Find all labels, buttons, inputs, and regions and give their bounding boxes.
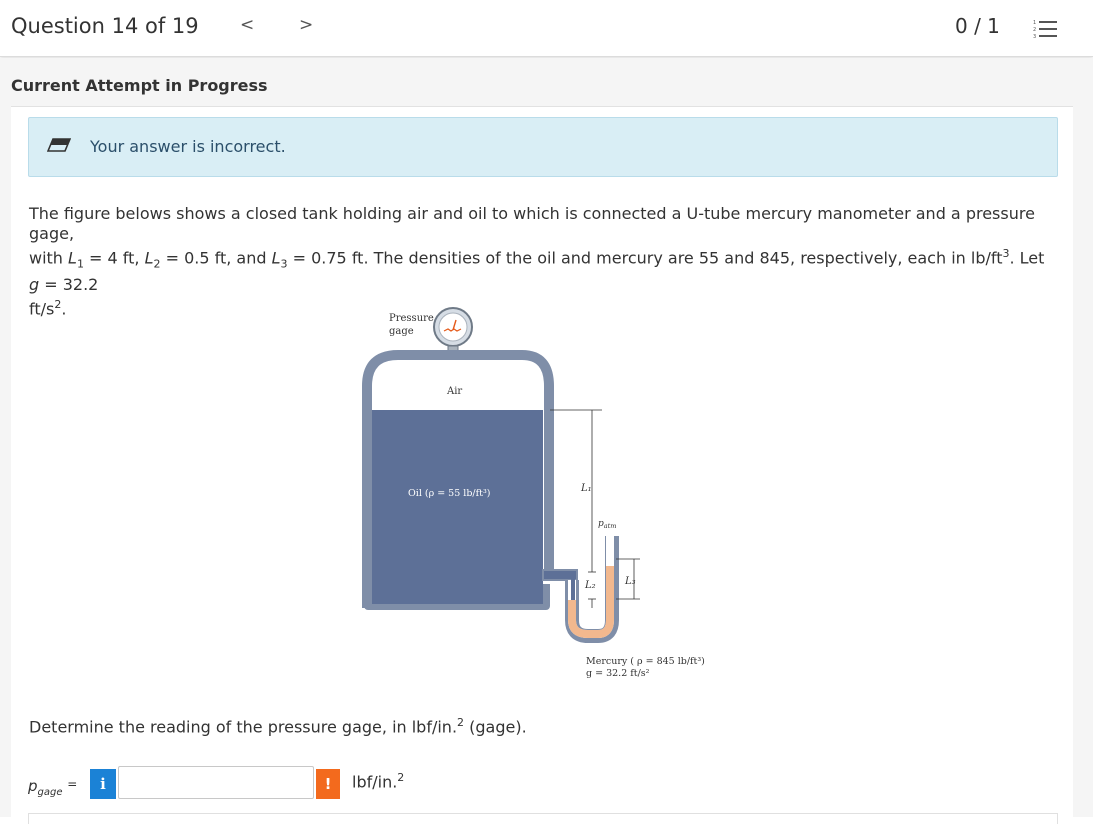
tank-manometer-figure (340, 296, 750, 688)
L3-label: L₃ (625, 576, 636, 587)
oil-region (372, 410, 543, 604)
question-prompt: Determine the reading of the pressure gage, in lbf/in.$^2$ (gage). (29, 716, 527, 737)
feedback-message: Your answer is incorrect. (90, 137, 286, 156)
oil-label: Oil (ρ = 55 lb/ft³) (408, 488, 491, 499)
score: 0 / 1 (955, 14, 1000, 38)
answer-input[interactable] (118, 766, 314, 799)
pressure-gage-label: Pressure (389, 313, 434, 324)
answer-variable-label: $p_{gage}$ = (28, 777, 78, 798)
svg-text:gage: gage (389, 326, 414, 337)
air-label: Air (447, 386, 463, 397)
next-question-button[interactable]: > (299, 15, 314, 35)
L2-label: L₂ (585, 580, 596, 591)
attempt-status: Current Attempt in Progress (11, 76, 268, 95)
problem-statement: The figure belows shows a closed tank holding air and oil to which is connected a U-tube mercury manometer and a pressure gage, with $L_1 = 4$ ft, $L_2 = 0.5$ ft, and $L_3 = 0.75$ ft. The densities of the oil and mercury are 55 and 845, respectively, each in $lb/ft^3$. Let g = 32.2 $ft/s^2$. (29, 204, 1045, 318)
gravity-label: g = 32.2 ft/s² (586, 668, 650, 679)
previous-question-button[interactable]: < (240, 15, 255, 35)
svg-text:2: 2 (1033, 27, 1037, 33)
top-bar (0, 0, 1093, 57)
next-section-box (28, 813, 1058, 824)
L1-label: L₁ (581, 483, 592, 494)
warning-icon[interactable]: ! (316, 769, 340, 799)
info-button[interactable]: i (90, 769, 116, 799)
svg-text:1: 1 (1033, 20, 1037, 26)
question-counter: Question 14 of 19 (11, 14, 199, 38)
answer-unit: lbf/in.$^2$ (352, 771, 405, 792)
question-list-icon[interactable] (1033, 18, 1057, 40)
svg-text:3: 3 (1033, 34, 1037, 40)
mercury-label: Mercury ( ρ = 845 lb/ft³) (586, 656, 705, 667)
eraser-icon (47, 138, 71, 152)
patm-label: $p_{atm}$ (598, 519, 617, 530)
